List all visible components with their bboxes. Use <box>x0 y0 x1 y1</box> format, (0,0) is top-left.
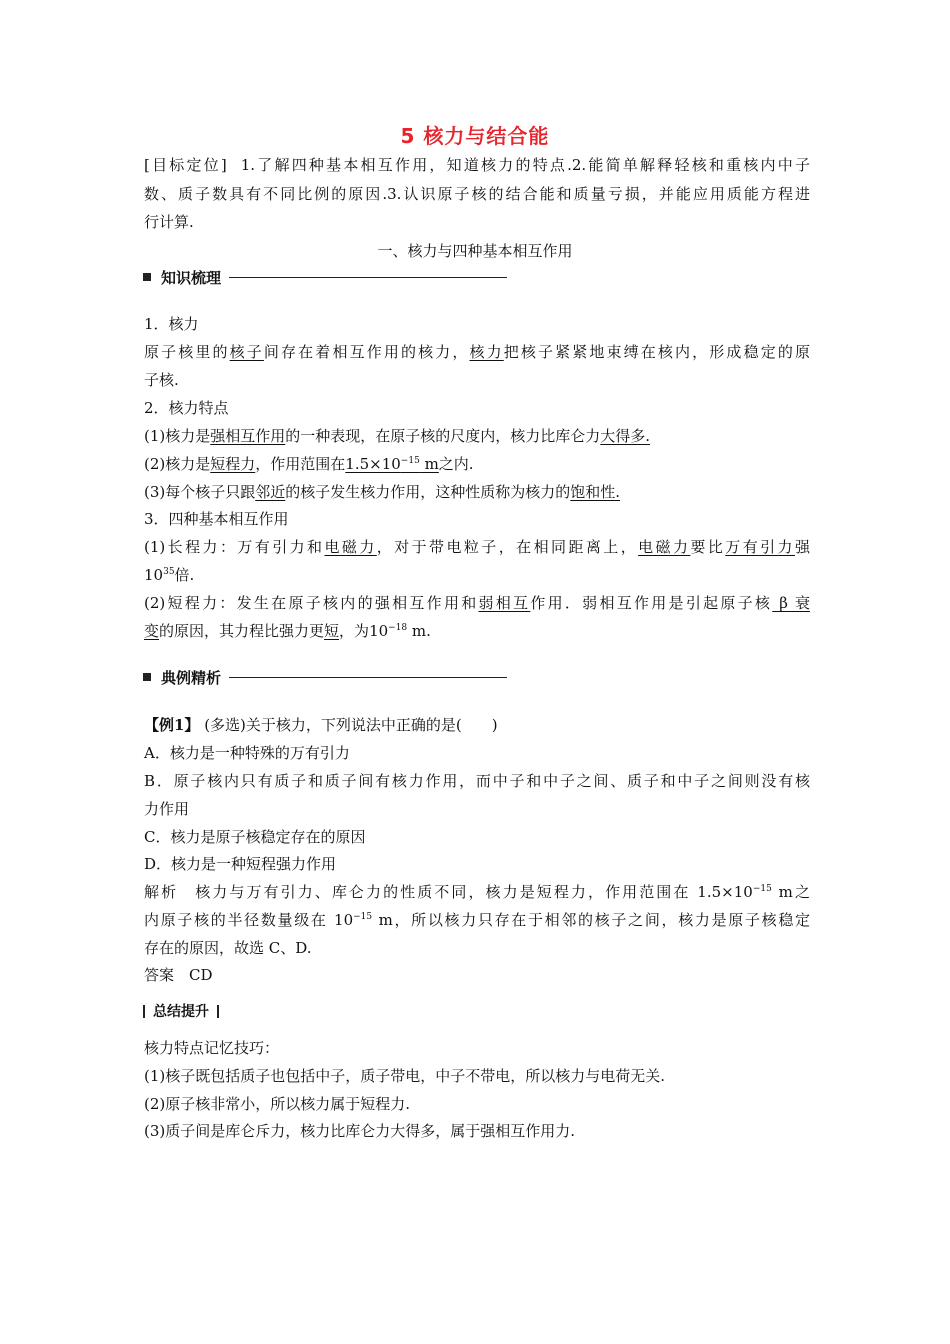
analysis-line-1: 解析 核力与万有引力、库仑力的性质不同，核力是短程力，作用范围在 $1.5\times 10^{-15}$ m之 <box>144 883 810 901</box>
blank-answer: 核力 <box>469 343 504 361</box>
summary-point-1: (1)核子既包括质子也包括中子，质子带电，中子不带电，所以核力与电荷无关. <box>144 1067 666 1085</box>
analysis-line-2: 内原子核的半径数量级在 $10^{-15}$ m，所以核力只存在于相邻的核子之间，核力是原子核稳定 <box>144 911 811 929</box>
paragraph-line: (2)短程力：发生在原子核内的强相互作用和弱相互作用．弱相互作用是引起原子核 β 衰 <box>144 594 810 612</box>
section-rule <box>229 677 507 678</box>
blank-answer: 弱相互 <box>478 594 531 612</box>
blank-answer: 饱和性. <box>570 483 621 501</box>
blank-answer: β 衰 <box>772 594 810 612</box>
paragraph-line: (1)长程力：万有引力和电磁力，对于带电粒子，在相同距离上，电磁力要比万有引力强 <box>144 538 810 556</box>
section-header-examples <box>143 665 507 689</box>
paragraph-line: (2)核力是短程力，作用范围在$1.5\times 10^{-15}$ m之内. <box>144 455 474 473</box>
blank-answer: 万有引力 <box>725 538 795 556</box>
document-title: 5 核力与结合能 <box>400 124 550 148</box>
paragraph-line: (3)每个核子只跟邻近的核子发生核力作用，这种性质称为核力的饱和性. <box>144 483 621 501</box>
example-stem: 【例1】 (多选)关于核力，下列说法中正确的是( ) <box>144 716 498 734</box>
objectives-label: [目标定位] <box>144 156 227 174</box>
summary-point-2: (2)原子核非常小，所以核力属于短程力. <box>144 1095 411 1113</box>
item-heading: 2．核力特点 <box>144 399 229 417</box>
item-heading: 3．四种基本相互作用 <box>144 510 289 528</box>
example-tag: 【例1】 <box>144 716 200 734</box>
blank-answer: 强相互作用 <box>210 427 286 445</box>
option-b-line-2: 力作用 <box>144 800 190 818</box>
section-label: 典例精析 <box>161 668 222 687</box>
option-c: C．核力是原子核稳定存在的原因 <box>144 828 366 846</box>
summary-label: 总结提升 <box>153 1004 209 1020</box>
paragraph-line: $10^{35}$倍. <box>144 566 195 584</box>
blank-answer: 电磁力 <box>638 538 691 556</box>
blank-answer: 大得多. <box>600 427 651 445</box>
objectives-line-2: 数、质子数具有不同比例的原因.3.认识原子核的结合能和质量亏损，并能应用质能方程进 <box>144 185 810 203</box>
blank-answer: $1.5\times 10^{-15}$ m <box>345 455 439 473</box>
objectives-line-3: 行计算. <box>144 213 194 231</box>
option-a: A．核力是一种特殊的万有引力 <box>144 744 350 762</box>
blank-answer: 短程力 <box>210 455 256 473</box>
summary-header <box>143 1000 219 1022</box>
objectives-line-1: [目标定位] 1.了解四种基本相互作用，知道核力的特点.2.能简单解释轻核和重核内中子 <box>144 156 810 174</box>
answer-label: 答案 <box>144 966 175 984</box>
summary-point-3: (3)质子间是库仑斥力，核力比库仑力大得多，属于强相互作用力. <box>144 1122 576 1140</box>
bar-icon <box>217 1005 219 1018</box>
square-bullet-icon <box>143 673 151 681</box>
blank-answer: 邻近 <box>255 483 286 501</box>
bar-icon <box>143 1005 145 1018</box>
answer-line: 答案 CD <box>144 966 213 984</box>
analysis-line-3: 存在的原因，故选 C、D. <box>144 939 312 957</box>
paragraph-line: 原子核里的核子间存在着相互作用的核力，核力把核子紧紧地束缚在核内，形成稳定的原 <box>144 343 810 361</box>
blank-answer: 短 <box>324 622 340 640</box>
option-b-line-1: B．原子核内只有质子和质子间有核力作用，而中子和中子之间、质子和中子之间则没有核 <box>144 772 810 790</box>
part-heading: 一、核力与四种基本相互作用 <box>377 242 573 260</box>
section-rule <box>229 277 507 278</box>
item-heading: 1．核力 <box>144 315 199 333</box>
blank-answer: 变 <box>144 622 160 640</box>
blank-answer: 电磁力 <box>324 538 377 556</box>
paragraph-line: 子核. <box>144 371 179 389</box>
paragraph-line: (1)核力是强相互作用的一种表现，在原子核的尺度内，核力比库仑力大得多. <box>144 427 651 445</box>
section-header-knowledge <box>143 265 507 289</box>
paragraph-line: 变的原因，其力程比强力更短，为$10^{-18}$ m. <box>144 622 431 640</box>
blank-answer: 核子 <box>229 343 264 361</box>
square-bullet-icon <box>143 273 151 281</box>
summary-intro: 核力特点记忆技巧： <box>144 1039 280 1057</box>
section-label: 知识梳理 <box>161 268 222 287</box>
analysis-label: 解析 <box>144 883 179 901</box>
option-d: D．核力是一种短程强力作用 <box>144 855 337 873</box>
